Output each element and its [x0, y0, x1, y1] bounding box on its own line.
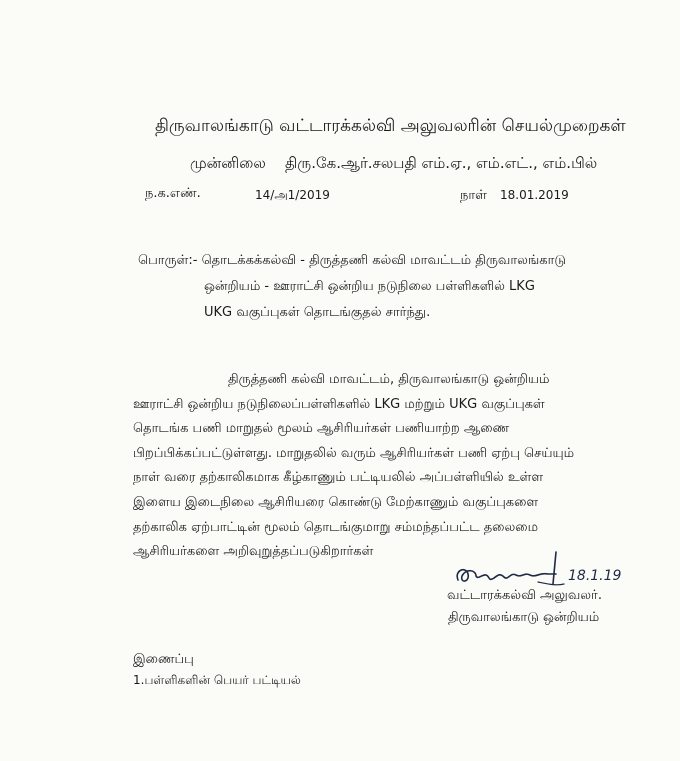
body-line: ஊராட்சி ஒன்றிய நடுநிலைப்பள்ளிகளில் LKG மற்றும் UKG வகுப்புகள் — [133, 396, 545, 412]
body-paragraph — [133, 368, 595, 565]
reference-number: 14/அ1/2019 — [255, 188, 330, 202]
enclosure-label: இணைப்பு — [133, 652, 194, 667]
subject-line: ஒன்றியம் - ஊராட்சி ஒன்றிய நடுநிலை பள்ளிகளில் LKG — [204, 279, 535, 294]
body-line: தொடங்க பணி மாறுதல் மூலம் ஆசிரியர்கள் பணியாற்ற ஆணை — [133, 421, 510, 437]
subject-block — [138, 248, 608, 326]
body-line: திருத்தணி கல்வி மாவட்டம், திருவாலங்காடு ஒன்றியம் — [228, 372, 550, 387]
enclosure-item: 1.பள்ளிகளின் பெயர் பட்டியல் — [133, 673, 301, 687]
subject-line: UKG வகுப்புகள் தொடங்குதல் சார்ந்து. — [204, 305, 431, 320]
document-date: 18.01.2019 — [500, 188, 569, 202]
signature-date: 18.1.19 — [568, 568, 622, 584]
document-heading: திருவாலங்காடு வட்டாரக்கல்வி அலுவலரின் செயல்முறைகள் — [155, 116, 626, 136]
body-line: தற்காலிக ஏற்பாட்டின் மூலம் தொடங்குமாறு சம்மந்தப்பட்ட தலைமை — [133, 519, 539, 535]
reference-label: ந.க.எண். — [145, 186, 201, 201]
officer-name: திரு.கே.ஆர்.சலபதி எம்.ஏ., எம்.எட்., எம்.பில் — [285, 154, 598, 172]
body-line: ஆசிரியர்களை அறிவுறுத்தப்படுகிறார்கள் — [133, 544, 374, 560]
subject-line: பொருள்:- தொடக்கக்கல்வி - திருத்தணி கல்வி மாவட்டம் திருவாலங்காடு — [138, 253, 567, 268]
body-line: இளைய இடைநிலை ஆசிரியரை கொண்டு மேற்காணும் வகுப்புகளை — [133, 494, 539, 510]
date-label: நாள் — [460, 188, 487, 203]
office-name: திருவாலங்காடு ஒன்றியம் — [448, 610, 600, 625]
body-line: நாள் வரை தற்காலிகமாக கீழ்காணும் பட்டியலில் அப்பள்ளியில் உள்ள — [133, 470, 544, 486]
presence-label: முன்னிலை — [190, 154, 266, 172]
body-line: பிறப்பிக்கப்பட்டுள்ளது. மாறுதலில் வரும் ஆசிரியர்கள் பணி ஏற்பு செய்யும் — [133, 445, 575, 461]
officer-designation: வட்டாரக்கல்வி அலுவலர். — [447, 588, 602, 603]
